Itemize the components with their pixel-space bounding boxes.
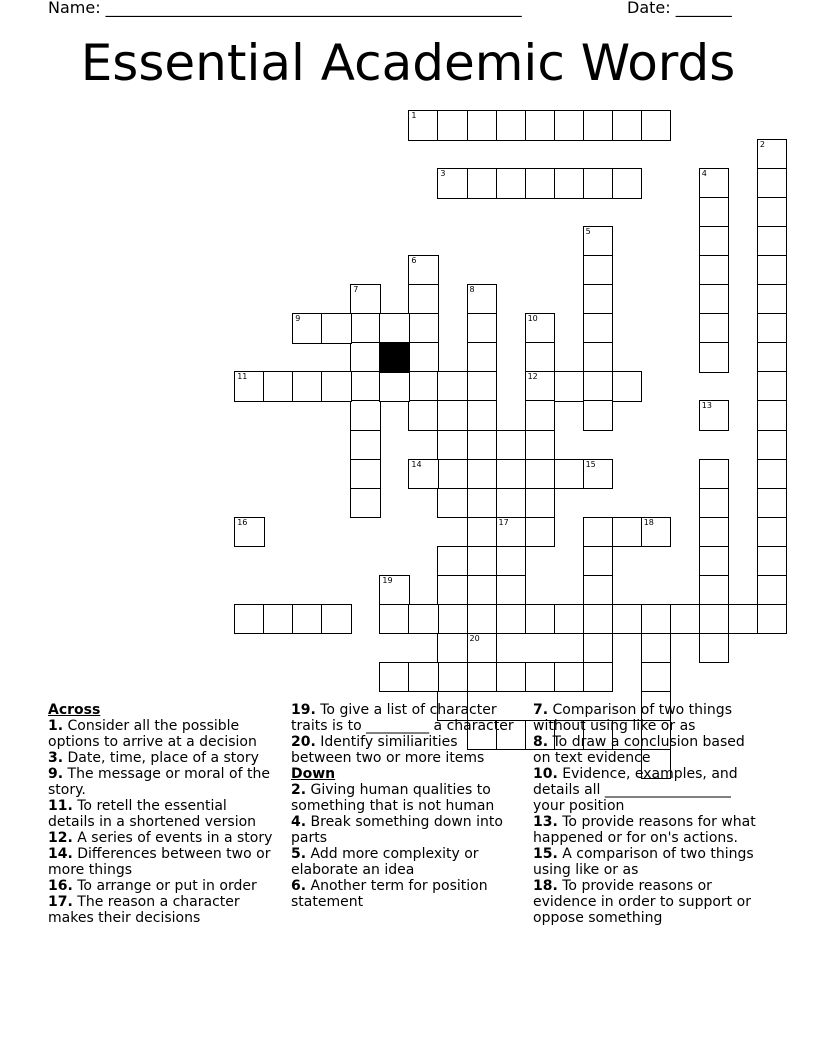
down-heading: Down [291, 766, 336, 782]
page-title: Essential Academic Words [80, 34, 736, 92]
grid-cell[interactable] [467, 371, 498, 402]
clues-column-2 [291, 702, 519, 910]
clue-number-label: 6 [411, 256, 417, 266]
grid-cell[interactable] [263, 604, 294, 635]
grid-cell[interactable] [699, 226, 730, 257]
grid-cell[interactable] [408, 284, 439, 315]
grid-cell[interactable] [699, 197, 730, 228]
clue-number-label: 4 [701, 169, 707, 179]
grid-cell[interactable] [379, 662, 410, 693]
grid-cell[interactable] [699, 459, 730, 490]
grid-cell[interactable] [467, 342, 498, 373]
grid-cell[interactable] [525, 342, 556, 373]
clue-number-label: 9 [295, 314, 301, 324]
clue-number: 19. [291, 702, 316, 718]
grid-cell[interactable] [408, 459, 439, 490]
clue-text: To retell the essential details in a shortened version [48, 798, 257, 830]
clue-number: 3. [48, 750, 64, 766]
grid-cell[interactable] [234, 604, 265, 635]
clue-text: Giving human qualities to something that is not human [291, 782, 495, 814]
grid-cell[interactable] [525, 459, 556, 490]
grid-cell[interactable] [467, 459, 498, 490]
grid-cell[interactable] [437, 459, 468, 490]
grid-cell[interactable] [292, 604, 323, 635]
grid-cell[interactable] [728, 604, 759, 635]
clue-text: A comparison of two things using like or as [533, 846, 754, 878]
clue-number: 12. [48, 830, 73, 846]
grid-cell[interactable] [699, 517, 730, 548]
clue-number-label: 5 [585, 227, 591, 237]
grid-cell[interactable] [554, 459, 585, 490]
clue-number-label: 16 [237, 517, 248, 527]
grid-cell[interactable] [554, 371, 585, 402]
grid-cell[interactable] [525, 662, 556, 693]
clue-number: 8. [533, 734, 549, 750]
clue-number: 16. [48, 878, 73, 894]
grid-cell[interactable] [496, 517, 527, 548]
grid-cell[interactable] [757, 313, 788, 344]
date-line: Date: _______ [627, 0, 732, 17]
grid-cell[interactable] [437, 633, 468, 664]
grid-cell[interactable] [612, 168, 643, 199]
grid-cell[interactable] [583, 517, 614, 548]
grid-cell[interactable] [757, 400, 788, 431]
clue-text: A series of events in a story [72, 830, 273, 846]
grid-cell[interactable] [554, 662, 585, 693]
grid-cell[interactable] [583, 371, 614, 402]
clue-item [291, 878, 519, 910]
clue-item [48, 766, 276, 798]
clue-item [48, 830, 276, 846]
grid-cell[interactable] [641, 517, 672, 548]
clue-item [533, 734, 761, 766]
grid-cell[interactable] [437, 110, 468, 141]
grid-cell[interactable] [467, 284, 498, 315]
grid-cell[interactable] [467, 546, 498, 577]
grid-cell[interactable] [670, 604, 701, 635]
grid-cell[interactable] [292, 371, 323, 402]
grid-cell[interactable] [525, 517, 556, 548]
grid-cell[interactable] [641, 604, 672, 635]
grid-cell[interactable] [496, 575, 527, 606]
grid-cell[interactable] [583, 255, 614, 286]
grid-cell[interactable] [699, 633, 730, 664]
clue-item [533, 878, 761, 926]
clue-item [48, 878, 276, 894]
clue-item [533, 814, 761, 846]
clue-number: 10. [533, 766, 558, 782]
grid-cell[interactable] [350, 400, 381, 431]
grid-cell[interactable] [467, 488, 498, 519]
grid-cell[interactable] [525, 604, 556, 635]
grid-cell[interactable] [467, 604, 498, 635]
grid-cell[interactable] [757, 342, 788, 373]
grid-cell[interactable] [496, 604, 527, 635]
grid-cell[interactable] [641, 633, 672, 664]
grid-cell[interactable] [612, 371, 643, 402]
grid-cell[interactable] [641, 110, 672, 141]
grid-cell[interactable] [234, 517, 265, 548]
grid-cell[interactable] [525, 488, 556, 519]
across-heading: Across [48, 702, 101, 718]
grid-cell[interactable] [699, 313, 730, 344]
clue-number: 17. [48, 894, 73, 910]
grid-cell[interactable] [699, 342, 730, 373]
clues-column-1 [48, 702, 276, 926]
grid-cell[interactable] [408, 110, 439, 141]
grid-cell[interactable] [757, 371, 788, 402]
grid-cell[interactable] [583, 110, 614, 141]
grid-cell[interactable] [467, 400, 498, 431]
grid-cell[interactable] [496, 168, 527, 199]
clue-number: 9. [48, 766, 64, 782]
grid-cell[interactable] [525, 110, 556, 141]
grid-cell[interactable] [757, 139, 788, 170]
clue-number: 11. [48, 798, 73, 814]
clue-text: To provide reasons or evidence in order to support or oppose something [533, 878, 751, 926]
clue-number-label: 14 [411, 459, 422, 469]
clue-item [533, 846, 761, 878]
name-line: Name: ____________________________________________________ [48, 0, 522, 17]
grid-cell[interactable] [583, 662, 614, 693]
grid-cell[interactable] [496, 546, 527, 577]
clue-text: Comparison of two things without using like or as [533, 702, 732, 734]
grid-cell[interactable] [554, 604, 585, 635]
grid-cell[interactable] [496, 430, 527, 461]
clue-number-label: 8 [469, 285, 475, 295]
grid-cell[interactable] [321, 604, 352, 635]
grid-cell[interactable] [757, 430, 788, 461]
clue-item [291, 814, 519, 846]
grid-cell[interactable] [583, 546, 614, 577]
clue-number: 4. [291, 814, 307, 830]
grid-cell[interactable] [350, 313, 381, 344]
grid-cell[interactable] [437, 168, 468, 199]
grid-cell[interactable] [408, 342, 439, 373]
grid-cell[interactable] [437, 604, 468, 635]
clues-column-3 [533, 702, 761, 926]
grid-cell[interactable] [437, 575, 468, 606]
grid-cell[interactable] [583, 313, 614, 344]
grid-cell[interactable] [437, 546, 468, 577]
grid-cell[interactable] [350, 430, 381, 461]
grid-cell[interactable] [699, 284, 730, 315]
clue-text: Differences between two or more things [48, 846, 271, 878]
grid-cell[interactable] [379, 371, 410, 402]
grid-cell[interactable] [583, 226, 614, 257]
clue-text: Evidence, examples, and details all __________________ your position [533, 766, 738, 814]
clue-item [291, 782, 519, 814]
clue-item [48, 718, 276, 750]
clue-text: Date, time, place of a story [63, 750, 259, 766]
clue-number: 13. [533, 814, 558, 830]
clue-number-label: 11 [237, 372, 248, 382]
clue-number-label: 18 [643, 517, 654, 527]
clue-number: 20. [291, 734, 316, 750]
clue-number: 15. [533, 846, 558, 862]
clue-number-label: 1 [411, 111, 417, 120]
grid-cell[interactable] [757, 197, 788, 228]
grid-cell[interactable] [583, 400, 614, 431]
grid-cell[interactable] [583, 604, 614, 635]
grid-cell[interactable] [437, 430, 468, 461]
clue-number: 2. [291, 782, 307, 798]
grid-cell[interactable] [467, 575, 498, 606]
clue-text: Break something down into parts [291, 814, 503, 846]
grid-cell[interactable] [699, 604, 730, 635]
grid-cell[interactable] [583, 633, 614, 664]
clue-number: 1. [48, 718, 64, 734]
grid-cell[interactable] [292, 313, 323, 344]
clue-item [291, 734, 519, 766]
grid-cell[interactable] [467, 313, 498, 344]
clue-number: 6. [291, 878, 307, 894]
clue-number: 5. [291, 846, 307, 862]
grid-cell[interactable] [612, 517, 643, 548]
grid-cell[interactable] [525, 400, 556, 431]
grid-cell[interactable] [467, 517, 498, 548]
clue-text: The reason a character makes their decisions [48, 894, 240, 926]
grid-cell[interactable] [350, 488, 381, 519]
clue-number-label: 2 [759, 140, 765, 150]
grid-cell[interactable] [437, 371, 468, 402]
grid-cell[interactable] [554, 168, 585, 199]
down-clue-list-continued [533, 702, 761, 926]
grid-cell[interactable] [641, 662, 672, 693]
grid-cell[interactable] [525, 371, 556, 402]
grid-cell[interactable] [408, 313, 439, 344]
clue-item [533, 702, 761, 734]
grid-cell[interactable] [437, 488, 468, 519]
clue-text: Identify similiarities between two or more items [291, 734, 485, 766]
clue-number-label: 17 [498, 517, 509, 527]
grid-cell[interactable] [583, 342, 614, 373]
grid-cell[interactable] [757, 255, 788, 286]
grid-cell[interactable] [699, 400, 730, 431]
grid-cell[interactable] [525, 430, 556, 461]
grid-cell[interactable] [496, 662, 527, 693]
clue-item [48, 798, 276, 830]
black-square [379, 342, 410, 373]
grid-cell[interactable] [408, 400, 439, 431]
grid-cell[interactable] [496, 459, 527, 490]
clue-number-label: 19 [382, 575, 393, 585]
clue-number-label: 12 [527, 372, 538, 382]
grid-cell[interactable] [699, 255, 730, 286]
clue-item [48, 750, 276, 766]
clue-number: 14. [48, 846, 73, 862]
grid-cell[interactable] [379, 604, 410, 635]
clue-text: To arrange or put in order [72, 878, 257, 894]
grid-cell[interactable] [612, 110, 643, 141]
grid-cell[interactable] [583, 284, 614, 315]
grid-cell[interactable] [612, 604, 643, 635]
grid-cell[interactable] [350, 342, 381, 373]
grid-cell[interactable] [467, 662, 498, 693]
grid-cell[interactable] [757, 604, 788, 635]
grid-cell[interactable] [583, 168, 614, 199]
grid-cell[interactable] [554, 110, 585, 141]
clue-number: 18. [533, 878, 558, 894]
grid-cell[interactable] [321, 313, 352, 344]
grid-cell[interactable] [350, 284, 381, 315]
clue-item [48, 894, 276, 926]
grid-cell[interactable] [379, 575, 410, 606]
across-clue-list-continued [291, 702, 519, 766]
grid-cell[interactable] [699, 488, 730, 519]
grid-cell[interactable] [408, 662, 439, 693]
grid-cell[interactable] [757, 546, 788, 577]
grid-cell[interactable] [496, 488, 527, 519]
grid-cell[interactable] [757, 284, 788, 315]
clue-number-label: 15 [585, 459, 596, 469]
grid-cell[interactable] [757, 575, 788, 606]
grid-cell[interactable] [757, 459, 788, 490]
across-clue-list [48, 718, 276, 926]
grid-cell[interactable] [350, 459, 381, 490]
grid-cell[interactable] [408, 255, 439, 286]
clue-item [291, 846, 519, 878]
down-clue-list [291, 782, 519, 910]
grid-cell[interactable] [350, 371, 381, 402]
grid-cell[interactable] [263, 371, 294, 402]
clue-number-label: 10 [527, 314, 538, 324]
grid-cell[interactable] [379, 313, 410, 344]
grid-cell[interactable] [583, 459, 614, 490]
grid-cell[interactable] [699, 546, 730, 577]
clue-item [48, 846, 276, 878]
clue-number-label: 13 [701, 401, 712, 411]
clue-number-label: 3 [440, 169, 446, 179]
grid-cell[interactable] [757, 168, 788, 199]
grid-cell[interactable] [496, 110, 527, 141]
clue-item [533, 766, 761, 814]
clue-item [291, 702, 519, 734]
grid-cell[interactable] [408, 371, 439, 402]
clue-number: 7. [533, 702, 549, 718]
grid-cell[interactable] [467, 430, 498, 461]
grid-cell[interactable] [757, 517, 788, 548]
clue-number-label: 20 [469, 633, 480, 643]
grid-cell[interactable] [757, 226, 788, 257]
grid-cell[interactable] [757, 488, 788, 519]
grid-cell[interactable] [467, 110, 498, 141]
grid-cell[interactable] [583, 575, 614, 606]
grid-cell[interactable] [525, 313, 556, 344]
grid-cell[interactable] [234, 371, 265, 402]
clue-text: The message or moral of the story. [48, 766, 270, 798]
grid-cell[interactable] [437, 662, 468, 693]
clue-text: Add more complexity or elaborate an idea [291, 846, 479, 878]
clue-text: Another term for position statement [291, 878, 488, 910]
clue-text: To provide reasons for what happened or for on's actions. [533, 814, 756, 846]
grid-cell[interactable] [437, 400, 468, 431]
clue-text: To draw a conclusion based on text evidence [533, 734, 745, 766]
grid-cell[interactable] [525, 168, 556, 199]
grid-cell[interactable] [467, 168, 498, 199]
grid-cell[interactable] [321, 371, 352, 402]
grid-cell[interactable] [467, 633, 498, 664]
clue-number-label: 7 [353, 285, 359, 295]
grid-cell[interactable] [408, 604, 439, 635]
grid-cell[interactable] [699, 575, 730, 606]
grid-cell[interactable] [699, 168, 730, 199]
clue-text: To give a list of character traits is to _________ a character [291, 702, 514, 734]
clue-text: Consider all the possible options to arrive at a decision [48, 718, 257, 750]
